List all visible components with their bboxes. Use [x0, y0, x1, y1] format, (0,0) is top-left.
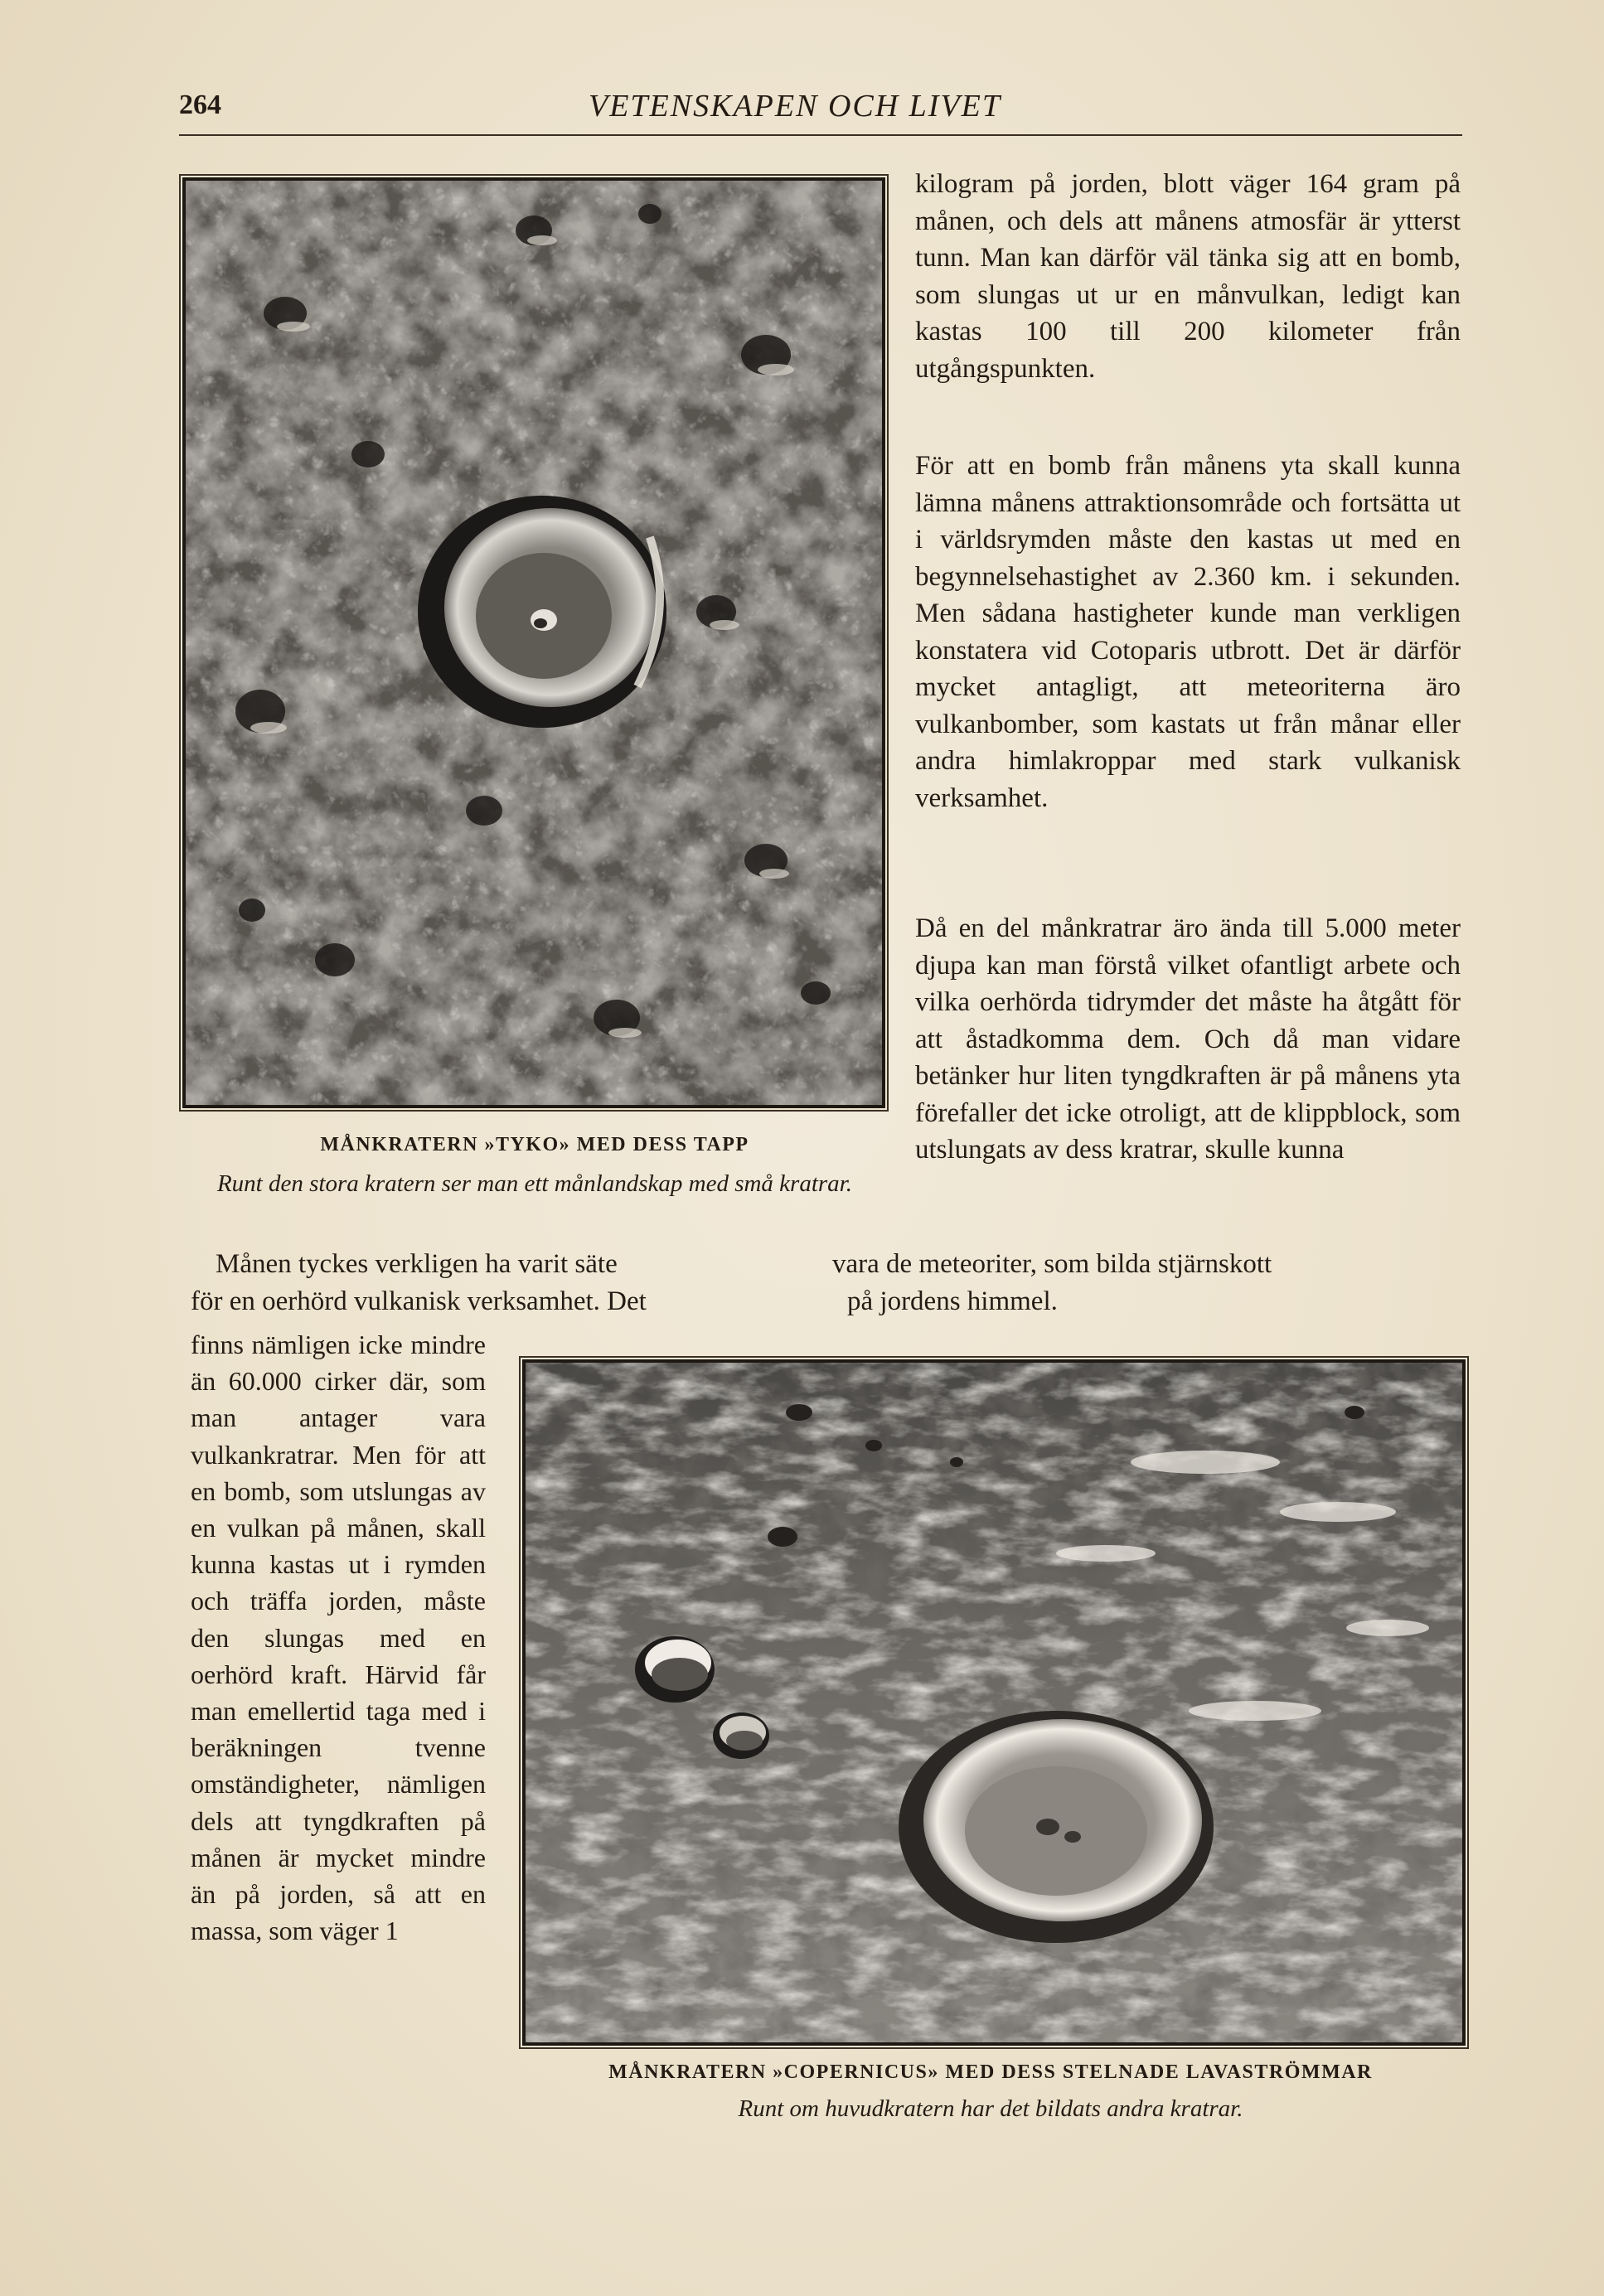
header-rule [179, 134, 1462, 136]
page-number: 264 [179, 90, 221, 120]
figure1-caption-text: Runt den stora kratern ser man ett månlandskap med små kratrar. [216, 1170, 853, 1197]
left-intro-line-2: för en oerhörd vulkanisk verksamhet. Det [191, 1286, 647, 1316]
article-paragraph-1: kilogram på jorden, blott väger 164 gram på månen, och dels att månens atmosfär är ytterst tunn. Man kan därför väl tänka sig att en bomb, som slungas ut ur en månvulkan, ledigt kan kastas 100 till 200 kilometer från utgångspunkten. [915, 169, 1461, 384]
left-intro-line-1: Månen tyckes verkligen ha varit säte [216, 1249, 618, 1279]
photo-tycho-crater [182, 177, 885, 1108]
figure1-caption-title: MÅNKRATERN »TYKO» MED DESS TAPP [320, 1134, 749, 1155]
article-left-column: finns nämligen icke mindre än 60.000 cirker där, som man antager vara vulkankratrar. Men för att en bomb, som utslungas av en vulkan på månen, skall kunna kastas ut i rymden och träffa jorden, måste den slungas med en oerhörd kraft. Härvid får man emellertid taga med i beräkningen tvenne omständigheter, nämligen dels att tyngdkraften på månen är mycket mindre än på jorden, så att en massa, som väger 1 [191, 1330, 486, 1946]
figure2-caption-text: Runt om huvudkratern har det bildats andra kratrar. [738, 2095, 1243, 2122]
figure2-caption-title: MÅNKRATERN »COPERNICUS» MED DESS STELNADE LAVASTRÖMMAR [608, 2061, 1373, 2083]
journal-title: VETENSKAPEN OCH LIVET [589, 89, 1002, 124]
right-continuation-line-2: på jordens himmel. [847, 1286, 1058, 1316]
article-paragraph-2: För att en bomb från månens yta skall kunna lämna månens attraktionsområde och fortsätta ut i världsrymden måste den kastas ut med en begynnelsehastighet av 2.360 km. i sekunden. Men sådana hastigheter kunde man verkligen konstatera vid Cotoparis utbrott. Det är därför mycket antagligt, att meteoriterna äro vulkanbomber, som kastats ut från månar eller andra himlakroppar med stark vulkanisk verksamhet. [915, 451, 1461, 813]
article-paragraph-3: Då en del månkratrar äro ända till 5.000 meter djupa kan man förstå vilket ofantligt arbete och vilka oerhörda tidrymder det måste ha åtgått för att åstadkomma dem. Och då man vidare betänker hur liten tyngdkraften är på månens yta förefaller det icke otroligt, att de klippblock, som utslungats av dess kratrar, skulle kunna [915, 913, 1461, 1165]
photo-copernicus-crater [522, 1359, 1466, 2046]
right-continuation-line-1: vara de meteoriter, som bilda stjärnskott [832, 1249, 1272, 1279]
